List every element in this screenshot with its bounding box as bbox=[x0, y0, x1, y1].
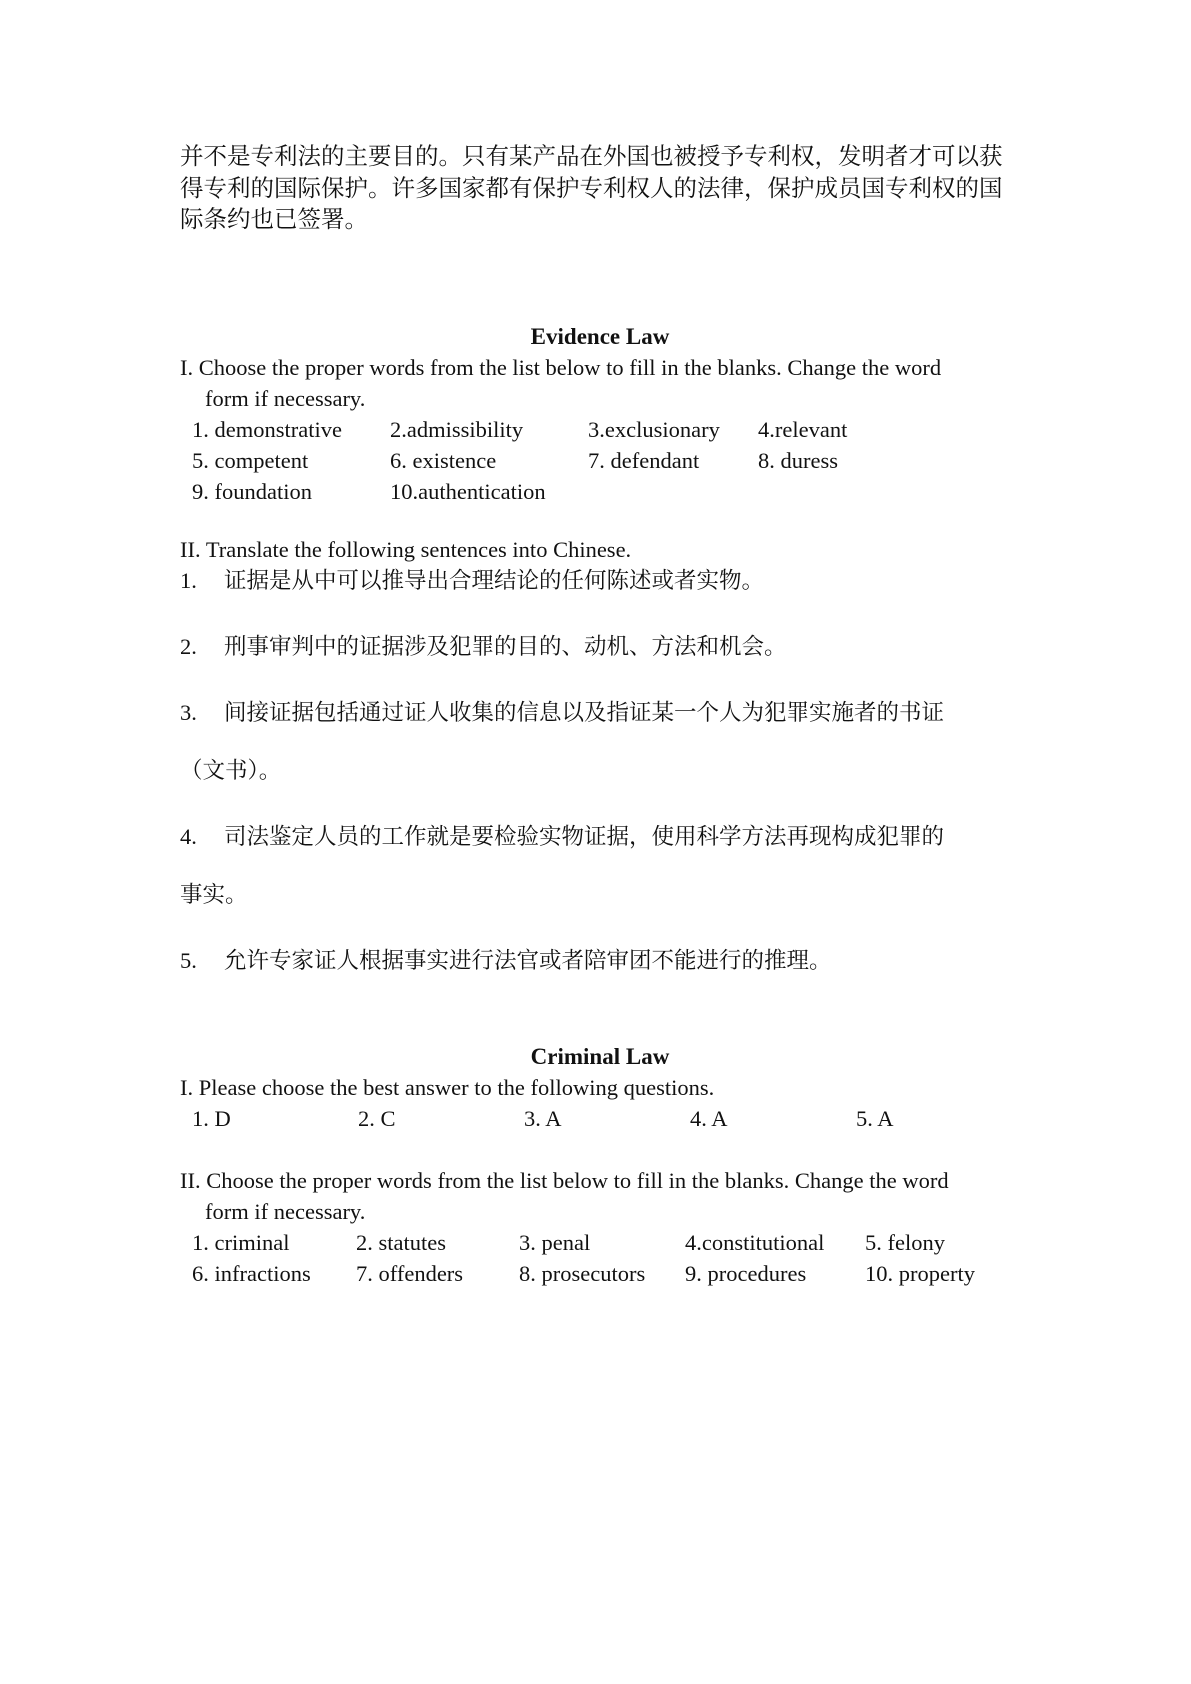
word-item: 4.relevant bbox=[758, 417, 848, 442]
answer-item: 2. C bbox=[358, 1106, 396, 1131]
word-item: 10.authentication bbox=[390, 479, 546, 504]
word-item: 5. felony bbox=[865, 1230, 945, 1255]
instruction-text: II. Translate the following sentences into Chinese. bbox=[180, 537, 632, 562]
item-number: 4. bbox=[180, 824, 197, 849]
item-text: 证据是从中可以推导出合理结论的任何陈述或者实物。 bbox=[224, 568, 765, 593]
item-number: 2. bbox=[180, 634, 197, 659]
item-number: 3. bbox=[180, 700, 197, 725]
item-text: 刑事审判中的证据涉及犯罪的目的、动机、方法和机会。 bbox=[224, 634, 787, 659]
word-item: 4.constitutional bbox=[685, 1230, 825, 1255]
word-item: 3.exclusionary bbox=[588, 417, 720, 442]
item-continuation: （文书）。 bbox=[180, 758, 282, 783]
word-item: 7. defendant bbox=[588, 448, 700, 473]
intro-line: 得专利的国际保护。许多国家都有保护专利权人的法律，保护成员国专利权的国 bbox=[180, 175, 1003, 202]
instruction-text: II. Choose the proper words from the list below to fill in the blanks. Change the word bbox=[180, 1168, 949, 1193]
answer-item: 5. A bbox=[856, 1106, 894, 1131]
translation-item bbox=[180, 939, 1020, 983]
instruction-text: I. Choose the proper words from the list below to fill in the blanks. Change the word bbox=[180, 355, 942, 380]
word-item: 2.admissibility bbox=[390, 417, 524, 442]
word-list bbox=[192, 414, 1020, 507]
instruction-text: I. Please choose the best answer to the following questions. bbox=[180, 1075, 715, 1100]
word-item: 3. penal bbox=[519, 1230, 591, 1255]
word-list bbox=[192, 1227, 1020, 1289]
translation-item bbox=[180, 691, 1020, 793]
exercise-instruction bbox=[180, 1165, 1020, 1227]
intro-line: 际条约也已签署。 bbox=[180, 207, 368, 233]
answer-item: 4. A bbox=[690, 1106, 728, 1131]
word-item: 9. foundation bbox=[192, 479, 312, 504]
word-item: 8. duress bbox=[758, 448, 838, 473]
word-item: 2. statutes bbox=[356, 1230, 446, 1255]
item-number: 5. bbox=[180, 948, 197, 973]
item-text: 允许专家证人根据事实进行法官或者陪审团不能进行的推理。 bbox=[224, 948, 832, 973]
section-title: Criminal Law bbox=[530, 1044, 670, 1069]
exercise-instruction bbox=[180, 1072, 1020, 1103]
section-title: Evidence Law bbox=[530, 324, 670, 349]
evidence-law-section bbox=[180, 322, 1020, 1005]
word-item: 5. competent bbox=[192, 448, 309, 473]
intro-paragraph bbox=[180, 142, 1020, 237]
instruction-continuation: form if necessary. bbox=[205, 386, 366, 411]
answer-item: 3. A bbox=[524, 1106, 562, 1131]
word-item: 10. property bbox=[865, 1261, 975, 1286]
exercise-instruction bbox=[180, 352, 1020, 414]
item-text: 间接证据包括通过证人收集的信息以及指证某一个人为犯罪实施者的书证 bbox=[224, 700, 945, 725]
word-item: 9. procedures bbox=[685, 1261, 807, 1286]
word-item: 6. infractions bbox=[192, 1261, 311, 1286]
translation-item bbox=[180, 625, 1020, 669]
instruction-continuation: form if necessary. bbox=[205, 1199, 366, 1224]
intro-line: 并不是专利法的主要目的。只有某产品在外国也被授予专利权，发明者才可以获 bbox=[180, 144, 1003, 170]
translation-item bbox=[180, 559, 1020, 603]
word-item: 1. demonstrative bbox=[192, 417, 342, 442]
item-text: 司法鉴定人员的工作就是要检验实物证据，使用科学方法再现构成犯罪的 bbox=[224, 824, 945, 849]
translation-item bbox=[180, 815, 1020, 917]
answer-item: 1. D bbox=[192, 1106, 231, 1131]
word-item: 8. prosecutors bbox=[519, 1261, 646, 1286]
word-item: 6. existence bbox=[390, 448, 497, 473]
criminal-law-section bbox=[180, 1042, 1020, 1289]
word-item: 1. criminal bbox=[192, 1230, 290, 1255]
answer-list bbox=[192, 1103, 1020, 1134]
item-continuation: 事实。 bbox=[180, 882, 248, 907]
translation-list bbox=[180, 559, 1020, 983]
word-item: 7. offenders bbox=[356, 1261, 464, 1286]
item-number: 1. bbox=[180, 568, 197, 593]
